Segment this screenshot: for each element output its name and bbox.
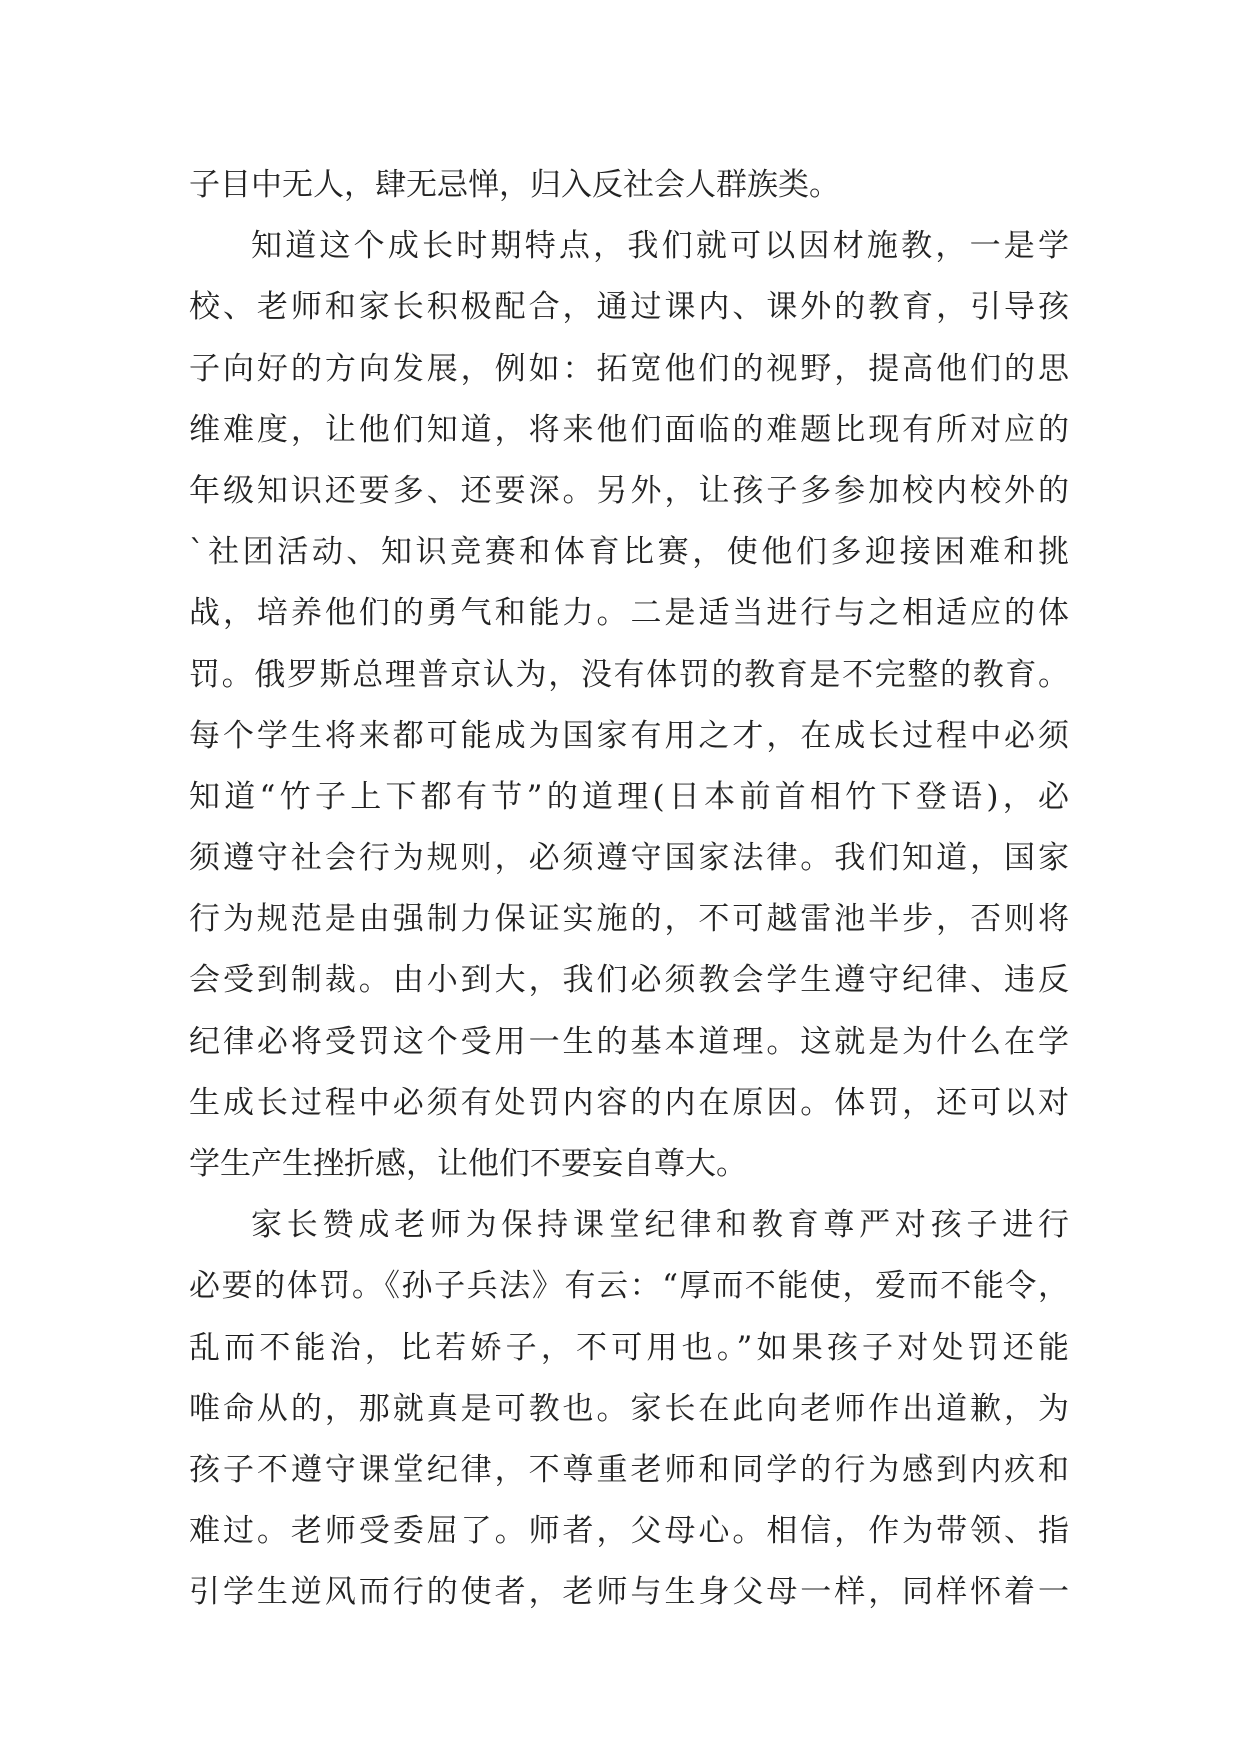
text-line: 战，培养他们的勇气和能力。二是适当进行与之相适应的体	[189, 595, 1069, 632]
text-line: 引学生逆风而行的使者，老师与生身父母一样，同样怀着一	[189, 1574, 1069, 1611]
text-line: 须遵守社会行为规则，必须遵守国家法律。我们知道，国家	[189, 840, 1069, 877]
text-line: 知道“竹子上下都有节”的道理(日本前首相竹下登语)，必	[189, 778, 1069, 815]
text-line: 唯命从的，那就真是可教也。家长在此向老师作出道歉，为	[189, 1390, 1069, 1427]
text-line: 子向好的方向发展，例如：拓宽他们的视野，提高他们的思	[189, 350, 1069, 387]
text-line: 乱而不能治，比若娇子，不可用也。”如果孩子对处罚还能	[189, 1329, 1069, 1366]
text-line: 罚。俄罗斯总理普京认为，没有体罚的教育是不完整的教育。	[189, 656, 1069, 693]
text-line: 年级知识还要多、还要深。另外，让孩子多参加校内校外的	[189, 472, 1069, 509]
text-line: 必要的体罚。《孙子兵法》有云：“厚而不能使，爱而不能令，	[189, 1268, 1069, 1305]
text-line: 子目中无人，肆无忌惮，归入反社会人群族类。	[189, 167, 840, 203]
text-line: 难过。老师受委屈了。师者，父母心。相信，作为带领、指	[189, 1513, 1069, 1550]
text-line: 生成长过程中必须有处罚内容的内在原因。体罚，还可以对	[189, 1084, 1069, 1121]
text-line: 孩子不遵守课堂纪律，不尊重老师和同学的行为感到内疚和	[189, 1451, 1069, 1488]
text-line: `社团活动、知识竞赛和体育比赛，使他们多迎接困难和挑	[189, 534, 1069, 571]
text-line: 维难度，让他们知道，将来他们面临的难题比现有所对应的	[189, 411, 1069, 448]
text-line: 行为规范是由强制力保证实施的，不可越雷池半步，否则将	[189, 901, 1069, 938]
text-line: 学生产生挫折感，让他们不要妄自尊大。	[189, 1146, 747, 1182]
text-line: 每个学生将来都可能成为国家有用之才，在成长过程中必须	[189, 717, 1069, 754]
text-line: 家长赞成老师为保持课堂纪律和教育尊严对孩子进行	[251, 1207, 1069, 1244]
text-line: 纪律必将受罚这个受用一生的基本道理。这就是为什么在学	[189, 1023, 1069, 1060]
text-line: 校、老师和家长积极配合，通过课内、课外的教育，引导孩	[189, 289, 1069, 326]
body-text	[189, 155, 1069, 1624]
text-line: 会受到制裁。由小到大，我们必须教会学生遵守纪律、违反	[189, 962, 1069, 999]
text-line: 知道这个成长时期特点，我们就可以因材施教，一是学	[251, 228, 1069, 265]
